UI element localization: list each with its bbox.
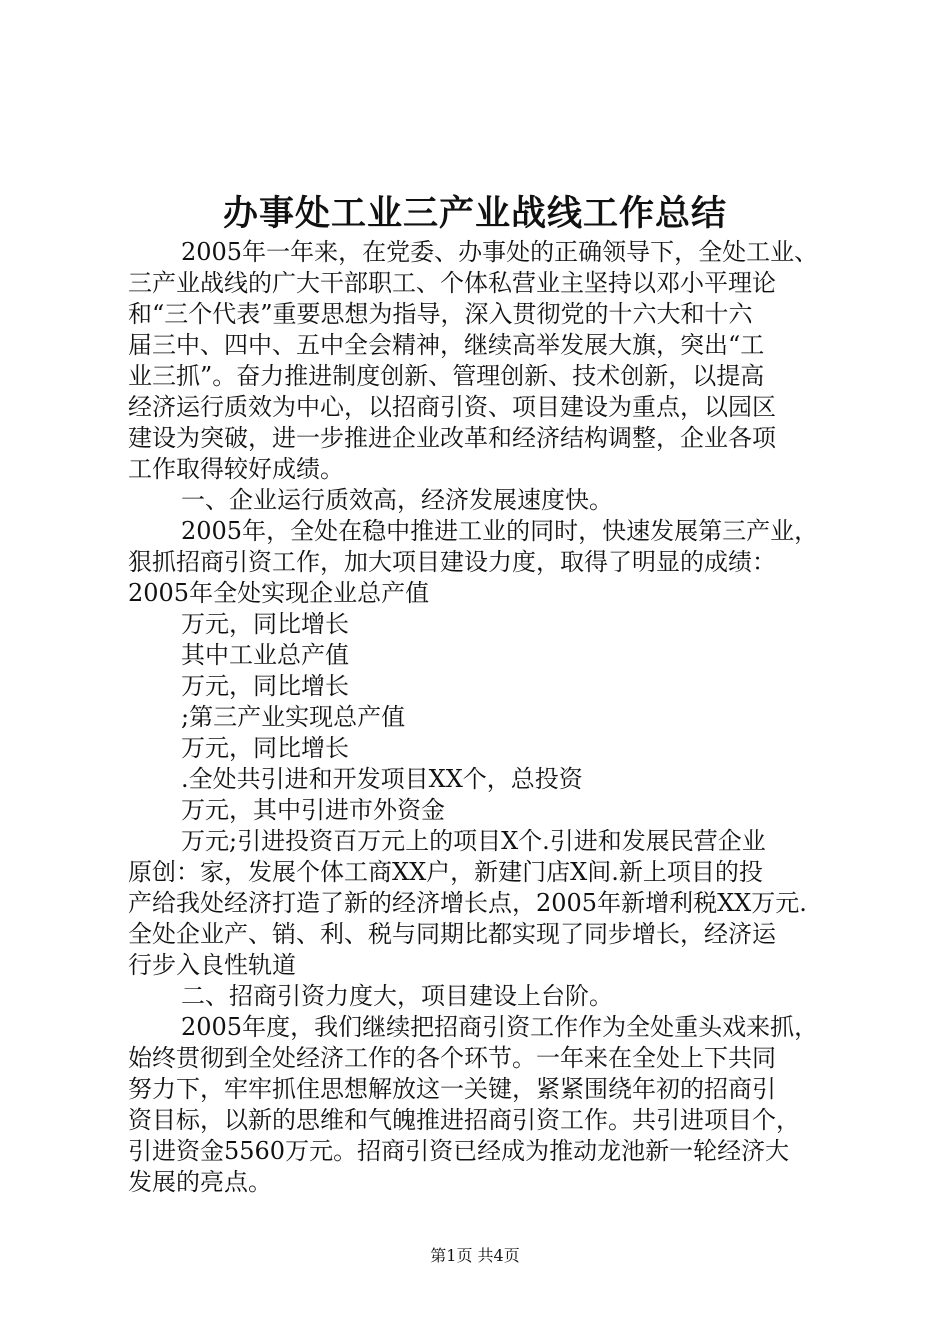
section-heading: 二、招商引资力度大，项目建设上台阶。 <box>181 982 613 1010</box>
text-line: 引进资金5560万元。招商引资已经成为推动龙池新一轮经济大 <box>128 1137 790 1165</box>
text-line: 三产业战线的广大干部职工、个体私营业主坚持以邓小平理论 <box>128 269 776 297</box>
text-line: 发展的亮点。 <box>128 1168 272 1196</box>
text-line: 全处企业产、销、利、税与同期比都实现了同步增长，经济运 <box>128 920 776 948</box>
text-line: 万元，其中引进市外资金 <box>181 796 445 824</box>
text-line: 届三中、四中、五中全会精神，继续高举发展大旗，突出“工 <box>128 331 765 359</box>
text-line: .全处共引进和开发项目XX个，总投资 <box>181 765 583 793</box>
text-line: 努力下，牢牢抓住思想解放这一关键，紧紧围绕年初的招商引 <box>128 1075 776 1103</box>
text-line: 建设为突破，进一步推进企业改革和经济结构调整，企业各项 <box>128 424 776 452</box>
text-line: 万元;引进投资百万元上的项目X个.引进和发展民营企业 <box>181 827 766 855</box>
text-line: 狠抓招商引资工作，加大项目建设力度，取得了明显的成绩： <box>128 548 776 576</box>
text-line: 始终贯彻到全处经济工作的各个环节。一年来在全处上下共同 <box>128 1044 776 1072</box>
text-line: 经济运行质效为中心，以招商引资、项目建设为重点，以园区 <box>128 393 776 421</box>
text-line: 行步入良性轨道 <box>128 951 296 979</box>
text-line: 2005年度，我们继续把招商引资工作作为全处重头戏来抓， <box>181 1013 819 1041</box>
text-line: 2005年，全处在稳中推进工业的同时，快速发展第三产业， <box>181 517 819 545</box>
text-line: 原创：家，发展个体工商XX户，新建门店X间.新上项目的投 <box>128 858 763 886</box>
text-line: 资目标，以新的思维和气魄推进招商引资工作。共引进项目个， <box>128 1106 800 1134</box>
text-line: 2005年全处实现企业总产值 <box>128 579 430 607</box>
section-heading: 一、企业运行质效高，经济发展速度快。 <box>181 486 613 514</box>
page-number: 第1页 共4页 <box>430 1246 520 1265</box>
text-line: 其中工业总产值 <box>181 641 349 669</box>
text-line: 万元，同比增长 <box>181 672 349 700</box>
text-line: 万元，同比增长 <box>181 610 349 638</box>
text-line: ;第三产业实现总产值 <box>181 703 406 731</box>
text-line: 业三抓”。奋力推进制度创新、管理创新、技术创新，以提高 <box>128 362 765 390</box>
text-line: 万元，同比增长 <box>181 734 349 762</box>
text-line: 工作取得较好成绩。 <box>128 455 344 483</box>
text-line: 2005年一年来，在党委、办事处的正确领导下，全处工业、 <box>181 238 819 266</box>
text-line: 产给我处经济打造了新的经济增长点，2005年新增利税XX万元. <box>128 889 807 917</box>
text-line: 和“三个代表”重要思想为指导，深入贯彻党的十六大和十六 <box>128 300 753 328</box>
document-title: 办事处工业三产业战线工作总结 <box>222 193 727 234</box>
